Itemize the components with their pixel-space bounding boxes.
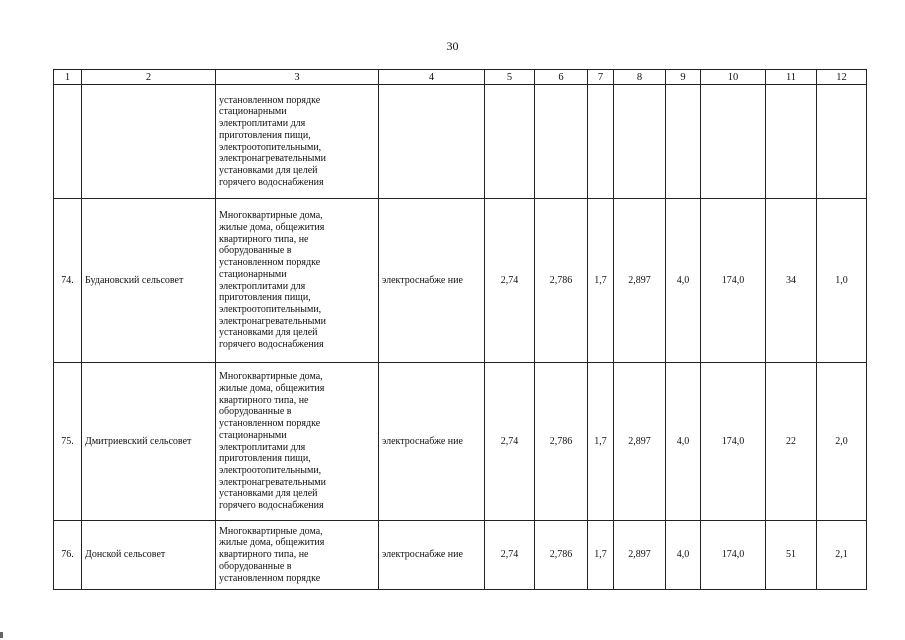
row-number-cell xyxy=(54,85,82,199)
description-line: стационарными xyxy=(219,106,287,118)
description-line: квартирного типа, не xyxy=(219,549,309,561)
value-cell: 2,786 xyxy=(535,199,588,363)
value-cell: 2,1 xyxy=(817,521,867,590)
value-cell: 1,7 xyxy=(588,363,614,521)
value-cell: 1,7 xyxy=(588,199,614,363)
header-row xyxy=(54,70,867,85)
column-header: 4 xyxy=(379,70,485,85)
description-line: электроплитами для xyxy=(219,118,306,130)
settlement-cell xyxy=(82,85,216,199)
tariff-table xyxy=(53,69,867,590)
value-cell xyxy=(817,85,867,199)
value-cell: 51 xyxy=(766,521,817,590)
column-header: 10 xyxy=(701,70,766,85)
value-cell: 174,0 xyxy=(701,199,766,363)
row-number-cell: 74. xyxy=(54,199,82,363)
description-line: Многоквартирные дома, xyxy=(219,525,323,537)
description-cell xyxy=(216,85,379,199)
table-body xyxy=(54,85,867,590)
value-cell: 2,74 xyxy=(485,199,535,363)
value-cell: 174,0 xyxy=(701,363,766,521)
description-line: горячего водоснабжения xyxy=(219,339,324,351)
value-cell: 1,0 xyxy=(817,199,867,363)
description-line: квартирного типа, не xyxy=(219,233,309,245)
description-line: оборудованные в xyxy=(219,245,292,257)
value-cell: 2,786 xyxy=(535,521,588,590)
description-cell xyxy=(216,199,379,363)
row-number-cell: 76. xyxy=(54,521,82,590)
description-line: оборудованные в xyxy=(219,406,292,418)
column-header: 6 xyxy=(535,70,588,85)
description-line: электронагревательными xyxy=(219,315,326,327)
column-header: 3 xyxy=(216,70,379,85)
description-line: жилые дома, общежития xyxy=(219,382,325,394)
value-cell: 4,0 xyxy=(666,199,701,363)
value-cell: 174,0 xyxy=(701,521,766,590)
description-line: электронагревательными xyxy=(219,153,326,165)
value-cell xyxy=(588,85,614,199)
value-cell: 2,74 xyxy=(485,521,535,590)
value-cell xyxy=(666,85,701,199)
value-cell: 4,0 xyxy=(666,363,701,521)
description-line: установками для целей xyxy=(219,164,318,176)
table-row xyxy=(54,199,867,363)
description-line: Многоквартирные дома, xyxy=(219,210,323,222)
column-header: 7 xyxy=(588,70,614,85)
description-line: Многоквартирные дома, xyxy=(219,371,323,383)
table-row xyxy=(54,363,867,521)
description-line: приготовления пищи, xyxy=(219,453,311,465)
description-cell xyxy=(216,363,379,521)
value-cell xyxy=(614,85,666,199)
service-cell: электроснабже ние xyxy=(379,199,485,363)
settlement-cell: Донской сельсовет xyxy=(82,521,216,590)
page-number: 30 xyxy=(446,39,459,53)
value-cell xyxy=(535,85,588,199)
column-header: 2 xyxy=(82,70,216,85)
value-cell: 2,74 xyxy=(485,363,535,521)
value-cell: 22 xyxy=(766,363,817,521)
description-line: приготовления пищи, xyxy=(219,292,311,304)
value-cell xyxy=(766,85,817,199)
value-cell xyxy=(485,85,535,199)
column-header: 11 xyxy=(766,70,817,85)
table-row xyxy=(54,521,867,590)
description-line: установленном порядке xyxy=(219,418,321,430)
description-line: стационарными xyxy=(219,429,287,441)
service-cell: электроснабже ние xyxy=(379,363,485,521)
value-cell: 2,786 xyxy=(535,363,588,521)
service-cell xyxy=(379,85,485,199)
row-number-cell: 75. xyxy=(54,363,82,521)
description-line: приготовления пищи, xyxy=(219,129,311,141)
description-line: установленном порядке xyxy=(219,257,321,269)
description-line: установками для целей xyxy=(219,327,318,339)
scan-edge-mark xyxy=(0,632,3,638)
column-header: 5 xyxy=(485,70,535,85)
column-header: 9 xyxy=(666,70,701,85)
description-line: горячего водоснабжения xyxy=(219,176,324,188)
description-line: оборудованные в xyxy=(219,560,292,572)
description-line: горячего водоснабжения xyxy=(219,500,324,512)
column-header: 1 xyxy=(54,70,82,85)
column-header: 8 xyxy=(614,70,666,85)
description-line: установленном порядке xyxy=(219,572,321,584)
settlement-cell: Дмитриевский сельсовет xyxy=(82,363,216,521)
description-line: электроотопительными, xyxy=(219,141,322,153)
description-line: жилые дома, общежития xyxy=(219,537,325,549)
description-line: квартирного типа, не xyxy=(219,394,309,406)
value-cell: 2,897 xyxy=(614,363,666,521)
value-cell: 2,897 xyxy=(614,521,666,590)
description-line: электроотопительными, xyxy=(219,303,322,315)
description-line: установленном порядке xyxy=(219,94,321,106)
settlement-cell: Будановский сельсовет xyxy=(82,199,216,363)
description-line: электроплитами для xyxy=(219,280,306,292)
value-cell: 1,7 xyxy=(588,521,614,590)
value-cell: 2,0 xyxy=(817,363,867,521)
value-cell: 2,897 xyxy=(614,199,666,363)
value-cell xyxy=(701,85,766,199)
value-cell: 34 xyxy=(766,199,817,363)
description-line: электронагревательными xyxy=(219,476,326,488)
value-cell: 4,0 xyxy=(666,521,701,590)
service-cell: электроснабже ние xyxy=(379,521,485,590)
description-line: электроплитами для xyxy=(219,441,306,453)
description-cell xyxy=(216,521,379,590)
description-line: жилые дома, общежития xyxy=(219,221,325,233)
description-line: стационарными xyxy=(219,268,287,280)
description-line: установками для целей xyxy=(219,488,318,500)
continuation-row xyxy=(54,85,867,199)
description-line: электроотопительными, xyxy=(219,464,322,476)
column-header: 12 xyxy=(817,70,867,85)
